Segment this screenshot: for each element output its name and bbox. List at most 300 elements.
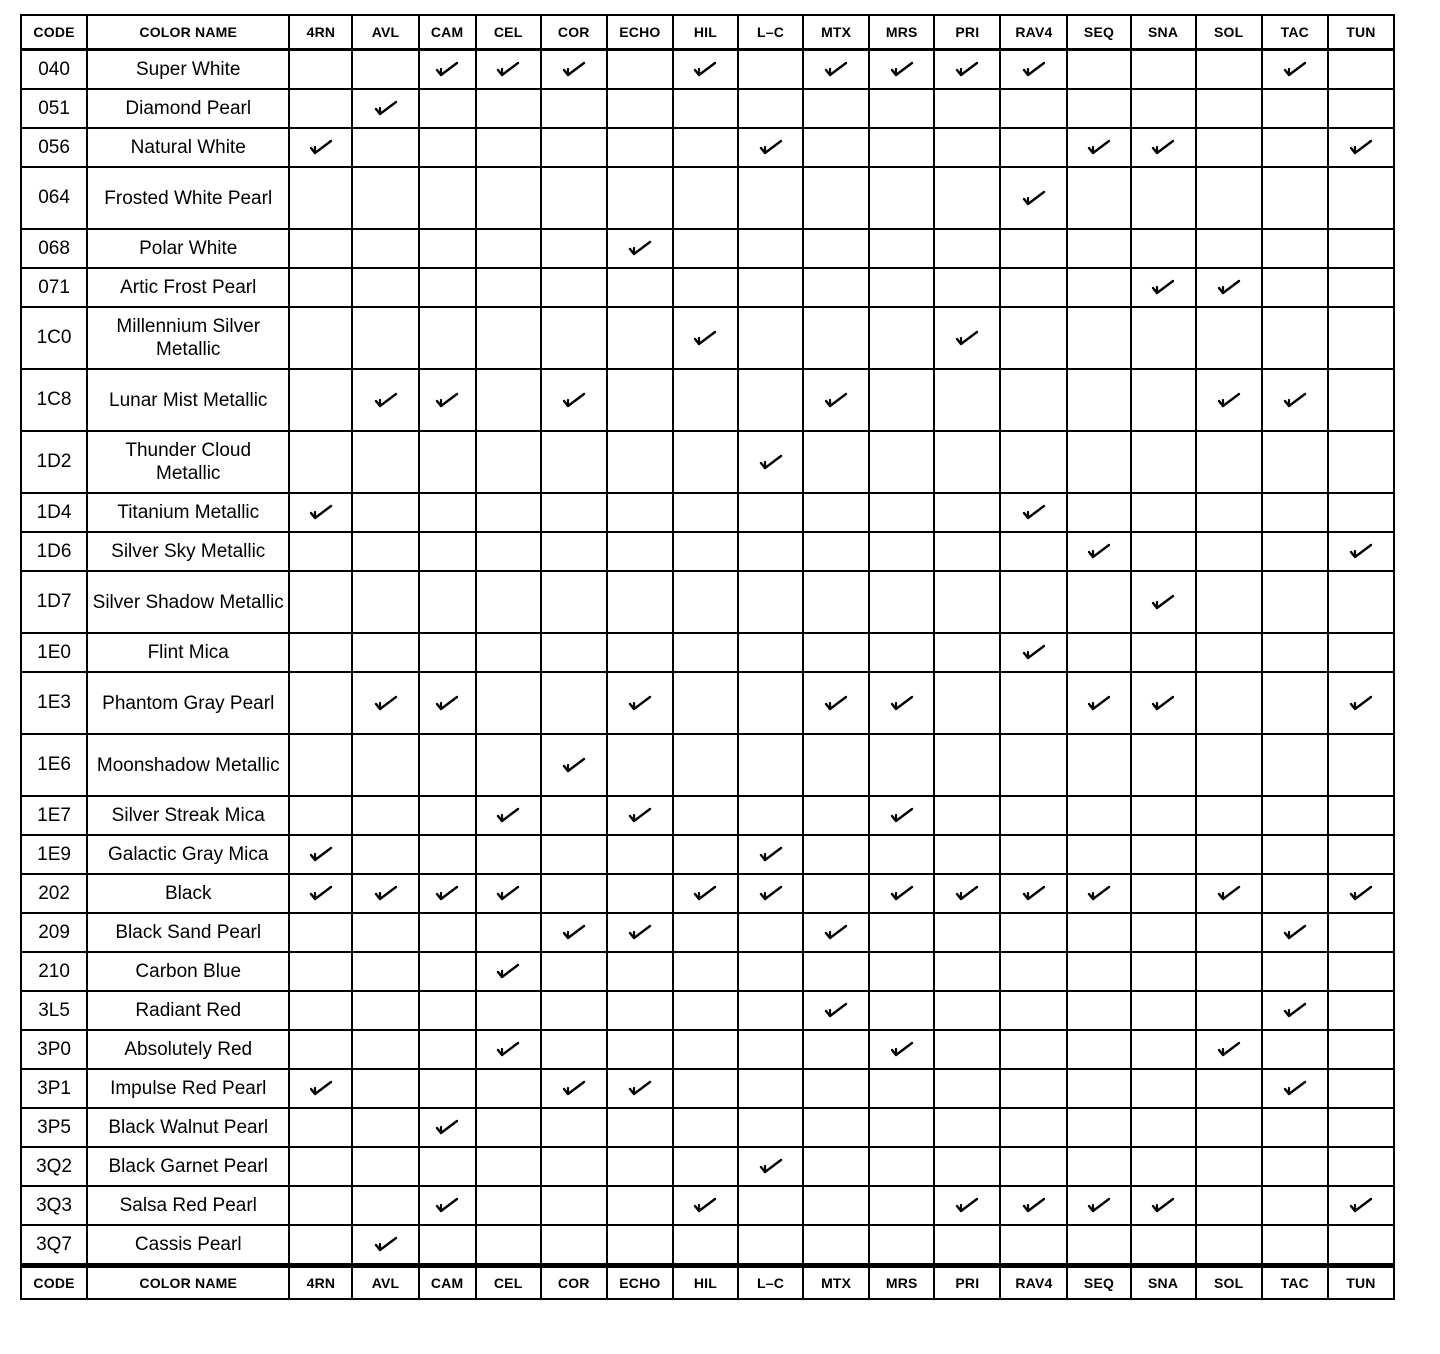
- availability-cell: [1262, 307, 1328, 369]
- color-name-cell: Black: [87, 874, 289, 913]
- availability-cell: [869, 532, 934, 571]
- availability-cell: [738, 913, 803, 952]
- availability-cell: [289, 835, 352, 874]
- availability-cell: [869, 1069, 934, 1108]
- availability-cell: [934, 874, 1000, 913]
- checkmark-icon: [1022, 503, 1046, 521]
- availability-cell: [1328, 1069, 1394, 1108]
- availability-cell: [1067, 229, 1130, 268]
- availability-cell: [541, 50, 607, 90]
- availability-cell: [673, 1030, 738, 1069]
- availability-cell: [1328, 167, 1394, 229]
- table-row: [21, 1069, 1394, 1108]
- availability-cell: [1067, 734, 1130, 796]
- availability-cell: [738, 229, 803, 268]
- checkmark-icon: [824, 391, 848, 409]
- availability-cell: [289, 633, 352, 672]
- checkmark-icon: [1283, 60, 1307, 78]
- availability-cell: [803, 734, 869, 796]
- availability-cell: [419, 835, 476, 874]
- availability-cell: [673, 633, 738, 672]
- availability-cell: [1262, 1030, 1328, 1069]
- availability-cell: [673, 307, 738, 369]
- checkmark-icon: [1283, 391, 1307, 409]
- availability-cell: [289, 1225, 352, 1266]
- availability-cell: [673, 796, 738, 835]
- availability-cell: [738, 50, 803, 90]
- checkmark-icon: [1349, 884, 1373, 902]
- availability-cell: [419, 952, 476, 991]
- availability-cell: [289, 532, 352, 571]
- color-code-cell: 3Q2: [21, 1147, 87, 1186]
- model-column-header: SEQ: [1067, 15, 1130, 50]
- availability-cell: [738, 571, 803, 633]
- availability-cell: [541, 633, 607, 672]
- availability-cell: [673, 532, 738, 571]
- availability-cell: [673, 835, 738, 874]
- availability-cell: [1328, 835, 1394, 874]
- availability-cell: [1067, 89, 1130, 128]
- availability-cell: [1131, 369, 1196, 431]
- color-name-cell: Galactic Gray Mica: [87, 835, 289, 874]
- availability-cell: [419, 734, 476, 796]
- availability-cell: [1131, 229, 1196, 268]
- availability-cell: [289, 493, 352, 532]
- checkmark-icon: [1087, 1196, 1111, 1214]
- availability-cell: [738, 1147, 803, 1186]
- availability-cell: [1328, 532, 1394, 571]
- availability-cell: [419, 672, 476, 734]
- checkmark-icon: [1217, 1040, 1241, 1058]
- availability-cell: [738, 672, 803, 734]
- checkmark-icon: [435, 1196, 459, 1214]
- availability-cell: [1262, 1069, 1328, 1108]
- availability-cell: [869, 1030, 934, 1069]
- availability-cell: [1262, 1186, 1328, 1225]
- availability-cell: [352, 369, 418, 431]
- availability-cell: [1131, 1186, 1196, 1225]
- table-row: [21, 128, 1394, 167]
- availability-cell: [869, 268, 934, 307]
- checkmark-icon: [1022, 189, 1046, 207]
- availability-cell: [803, 431, 869, 493]
- availability-cell: [934, 532, 1000, 571]
- color-name-cell: Moonshadow Metallic: [87, 734, 289, 796]
- availability-cell: [476, 493, 541, 532]
- availability-cell: [289, 369, 352, 431]
- checkmark-icon: [1349, 1196, 1373, 1214]
- availability-cell: [289, 571, 352, 633]
- model-column-header: AVL: [352, 15, 418, 50]
- availability-cell: [1328, 1147, 1394, 1186]
- availability-cell: [289, 50, 352, 90]
- table-row: [21, 532, 1394, 571]
- availability-cell: [1196, 672, 1262, 734]
- color-name-cell: Carbon Blue: [87, 952, 289, 991]
- availability-cell: [1000, 50, 1067, 90]
- table-row: [21, 1108, 1394, 1147]
- availability-cell: [869, 1108, 934, 1147]
- availability-cell: [352, 532, 418, 571]
- checkmark-icon: [562, 1079, 586, 1097]
- availability-cell: [607, 167, 673, 229]
- availability-cell: [738, 874, 803, 913]
- color-name-cell: Black Garnet Pearl: [87, 1147, 289, 1186]
- availability-cell: [1067, 672, 1130, 734]
- availability-cell: [1262, 633, 1328, 672]
- availability-cell: [869, 493, 934, 532]
- availability-cell: [352, 1108, 418, 1147]
- availability-cell: [352, 268, 418, 307]
- model-column-footer: RAV4: [1000, 1266, 1067, 1300]
- availability-cell: [352, 167, 418, 229]
- availability-cell: [1328, 493, 1394, 532]
- availability-cell: [803, 369, 869, 431]
- availability-cell: [541, 89, 607, 128]
- checkmark-icon: [693, 60, 717, 78]
- checkmark-icon: [759, 453, 783, 471]
- availability-cell: [352, 874, 418, 913]
- availability-cell: [934, 431, 1000, 493]
- checkmark-icon: [628, 923, 652, 941]
- availability-cell: [607, 913, 673, 952]
- checkmark-icon: [435, 694, 459, 712]
- checkmark-icon: [1151, 278, 1175, 296]
- availability-cell: [352, 835, 418, 874]
- availability-cell: [541, 128, 607, 167]
- availability-cell: [1000, 493, 1067, 532]
- availability-cell: [1262, 167, 1328, 229]
- availability-cell: [1328, 734, 1394, 796]
- availability-cell: [1067, 874, 1130, 913]
- availability-cell: [1262, 89, 1328, 128]
- availability-cell: [934, 89, 1000, 128]
- availability-cell: [352, 229, 418, 268]
- availability-cell: [607, 128, 673, 167]
- availability-cell: [1196, 50, 1262, 90]
- availability-cell: [869, 307, 934, 369]
- availability-cell: [607, 952, 673, 991]
- availability-cell: [1000, 874, 1067, 913]
- availability-cell: [803, 1069, 869, 1108]
- checkmark-icon: [374, 1235, 398, 1253]
- availability-cell: [1000, 1108, 1067, 1147]
- model-column-header: L–C: [738, 15, 803, 50]
- availability-cell: [1067, 128, 1130, 167]
- availability-cell: [541, 913, 607, 952]
- availability-cell: [289, 307, 352, 369]
- availability-cell: [1067, 167, 1130, 229]
- availability-cell: [476, 633, 541, 672]
- availability-cell: [419, 1147, 476, 1186]
- availability-cell: [1131, 50, 1196, 90]
- availability-cell: [869, 796, 934, 835]
- code-column-header: CODE: [21, 15, 87, 50]
- model-column-header: SOL: [1196, 15, 1262, 50]
- availability-cell: [1131, 431, 1196, 493]
- availability-cell: [419, 229, 476, 268]
- availability-cell: [541, 672, 607, 734]
- availability-cell: [1000, 1186, 1067, 1225]
- availability-cell: [673, 571, 738, 633]
- availability-cell: [1196, 633, 1262, 672]
- availability-cell: [607, 89, 673, 128]
- color-code-cell: 1E3: [21, 672, 87, 734]
- checkmark-icon: [435, 60, 459, 78]
- table-row: [21, 369, 1394, 431]
- availability-cell: [869, 369, 934, 431]
- availability-cell: [803, 532, 869, 571]
- availability-cell: [738, 1186, 803, 1225]
- model-column-footer: TUN: [1328, 1266, 1394, 1300]
- checkmark-icon: [1151, 138, 1175, 156]
- table-row: [21, 672, 1394, 734]
- availability-cell: [1262, 796, 1328, 835]
- availability-cell: [803, 167, 869, 229]
- availability-cell: [1131, 796, 1196, 835]
- checkmark-icon: [890, 694, 914, 712]
- availability-cell: [1196, 167, 1262, 229]
- availability-cell: [1000, 1147, 1067, 1186]
- checkmark-icon: [1349, 542, 1373, 560]
- availability-cell: [1067, 1186, 1130, 1225]
- availability-cell: [541, 268, 607, 307]
- checkmark-icon: [693, 329, 717, 347]
- availability-cell: [673, 128, 738, 167]
- availability-cell: [738, 633, 803, 672]
- model-column-footer: HIL: [673, 1266, 738, 1300]
- availability-cell: [1196, 913, 1262, 952]
- availability-cell: [1000, 167, 1067, 229]
- color-name-cell: Absolutely Red: [87, 1030, 289, 1069]
- availability-cell: [869, 89, 934, 128]
- availability-cell: [673, 50, 738, 90]
- availability-cell: [738, 167, 803, 229]
- availability-cell: [541, 532, 607, 571]
- color-name-cell: Salsa Red Pearl: [87, 1186, 289, 1225]
- availability-cell: [607, 1225, 673, 1266]
- model-column-header: TUN: [1328, 15, 1394, 50]
- table-row: [21, 1186, 1394, 1225]
- availability-cell: [541, 1147, 607, 1186]
- checkmark-icon: [309, 845, 333, 863]
- checkmark-icon: [693, 1196, 717, 1214]
- availability-cell: [607, 493, 673, 532]
- checkmark-icon: [1151, 694, 1175, 712]
- availability-cell: [352, 952, 418, 991]
- availability-cell: [673, 1069, 738, 1108]
- availability-cell: [541, 1108, 607, 1147]
- checkmark-icon: [562, 923, 586, 941]
- availability-cell: [419, 1069, 476, 1108]
- availability-cell: [419, 493, 476, 532]
- availability-cell: [541, 874, 607, 913]
- availability-cell: [1328, 913, 1394, 952]
- availability-cell: [419, 89, 476, 128]
- checkmark-icon: [1022, 1196, 1046, 1214]
- availability-cell: [352, 734, 418, 796]
- availability-cell: [352, 633, 418, 672]
- color-name-cell: Radiant Red: [87, 991, 289, 1030]
- availability-cell: [1328, 128, 1394, 167]
- checkmark-icon: [496, 806, 520, 824]
- color-name-cell: Thunder Cloud Metallic: [87, 431, 289, 493]
- availability-cell: [934, 268, 1000, 307]
- availability-cell: [541, 734, 607, 796]
- availability-cell: [1131, 633, 1196, 672]
- color-code-cell: 1D7: [21, 571, 87, 633]
- availability-cell: [476, 89, 541, 128]
- table-row: [21, 1147, 1394, 1186]
- checkmark-icon: [496, 1040, 520, 1058]
- availability-cell: [289, 89, 352, 128]
- availability-cell: [1131, 1108, 1196, 1147]
- availability-cell: [541, 1225, 607, 1266]
- availability-cell: [541, 952, 607, 991]
- availability-cell: [934, 1225, 1000, 1266]
- availability-cell: [541, 796, 607, 835]
- availability-cell: [352, 1147, 418, 1186]
- availability-cell: [1262, 1147, 1328, 1186]
- checkmark-icon: [955, 1196, 979, 1214]
- availability-cell: [673, 991, 738, 1030]
- availability-cell: [869, 991, 934, 1030]
- table-row: [21, 835, 1394, 874]
- checkmark-icon: [374, 99, 398, 117]
- availability-cell: [934, 128, 1000, 167]
- checkmark-icon: [1151, 1196, 1175, 1214]
- availability-cell: [607, 307, 673, 369]
- model-column-footer: CAM: [419, 1266, 476, 1300]
- availability-cell: [1262, 369, 1328, 431]
- availability-cell: [419, 431, 476, 493]
- availability-cell: [1328, 50, 1394, 90]
- availability-cell: [869, 431, 934, 493]
- availability-cell: [352, 128, 418, 167]
- checkmark-icon: [890, 1040, 914, 1058]
- availability-cell: [1067, 633, 1130, 672]
- checkmark-icon: [890, 884, 914, 902]
- checkmark-icon: [759, 1157, 783, 1175]
- availability-cell: [803, 874, 869, 913]
- checkmark-icon: [496, 962, 520, 980]
- availability-cell: [1067, 991, 1130, 1030]
- availability-cell: [1196, 952, 1262, 991]
- availability-cell: [419, 991, 476, 1030]
- color-code-cell: 1E9: [21, 835, 87, 874]
- availability-cell: [541, 307, 607, 369]
- model-column-header: MTX: [803, 15, 869, 50]
- availability-cell: [1067, 1108, 1130, 1147]
- availability-cell: [738, 952, 803, 991]
- availability-cell: [476, 835, 541, 874]
- availability-cell: [289, 431, 352, 493]
- checkmark-icon: [824, 1001, 848, 1019]
- availability-cell: [541, 1069, 607, 1108]
- checkmark-icon: [562, 756, 586, 774]
- color-name-cell: Impulse Red Pearl: [87, 1069, 289, 1108]
- availability-cell: [1131, 1030, 1196, 1069]
- availability-cell: [607, 268, 673, 307]
- availability-cell: [1131, 1147, 1196, 1186]
- availability-cell: [738, 796, 803, 835]
- availability-cell: [607, 50, 673, 90]
- availability-cell: [803, 672, 869, 734]
- availability-cell: [541, 1030, 607, 1069]
- availability-cell: [869, 229, 934, 268]
- availability-cell: [803, 307, 869, 369]
- table-row: [21, 50, 1394, 90]
- color-code-cell: 068: [21, 229, 87, 268]
- availability-cell: [934, 229, 1000, 268]
- availability-cell: [934, 952, 1000, 991]
- color-code-cell: 1D4: [21, 493, 87, 532]
- checkmark-icon: [309, 138, 333, 156]
- availability-cell: [1262, 874, 1328, 913]
- availability-cell: [1131, 991, 1196, 1030]
- availability-cell: [352, 1225, 418, 1266]
- color-name-cell: Super White: [87, 50, 289, 90]
- availability-cell: [673, 1225, 738, 1266]
- checkmark-icon: [1022, 884, 1046, 902]
- color-name-cell: Phantom Gray Pearl: [87, 672, 289, 734]
- availability-cell: [869, 50, 934, 90]
- availability-cell: [289, 128, 352, 167]
- availability-cell: [476, 532, 541, 571]
- availability-cell: [673, 89, 738, 128]
- availability-cell: [869, 633, 934, 672]
- color-availability-table: [20, 14, 1395, 1300]
- availability-cell: [1131, 571, 1196, 633]
- availability-cell: [352, 571, 418, 633]
- table-row: [21, 633, 1394, 672]
- availability-cell: [1067, 1030, 1130, 1069]
- availability-cell: [1328, 633, 1394, 672]
- availability-cell: [934, 1147, 1000, 1186]
- availability-cell: [1000, 532, 1067, 571]
- availability-cell: [419, 50, 476, 90]
- model-column-footer: L–C: [738, 1266, 803, 1300]
- availability-cell: [476, 1069, 541, 1108]
- color-code-cell: 040: [21, 50, 87, 90]
- availability-cell: [869, 952, 934, 991]
- checkmark-icon: [628, 239, 652, 257]
- availability-cell: [803, 991, 869, 1030]
- checkmark-icon: [955, 329, 979, 347]
- color-code-cell: 051: [21, 89, 87, 128]
- availability-cell: [1196, 431, 1262, 493]
- availability-cell: [1196, 991, 1262, 1030]
- availability-cell: [803, 633, 869, 672]
- availability-cell: [1000, 952, 1067, 991]
- checkmark-icon: [435, 884, 459, 902]
- availability-cell: [289, 991, 352, 1030]
- availability-cell: [673, 493, 738, 532]
- checkmark-icon: [435, 391, 459, 409]
- availability-cell: [476, 431, 541, 493]
- color-code-cell: 209: [21, 913, 87, 952]
- table-row: [21, 913, 1394, 952]
- availability-cell: [476, 1030, 541, 1069]
- checkmark-icon: [1087, 542, 1111, 560]
- availability-cell: [1196, 835, 1262, 874]
- availability-cell: [1131, 167, 1196, 229]
- availability-cell: [1131, 268, 1196, 307]
- availability-cell: [607, 532, 673, 571]
- availability-cell: [803, 89, 869, 128]
- availability-cell: [738, 532, 803, 571]
- availability-cell: [673, 229, 738, 268]
